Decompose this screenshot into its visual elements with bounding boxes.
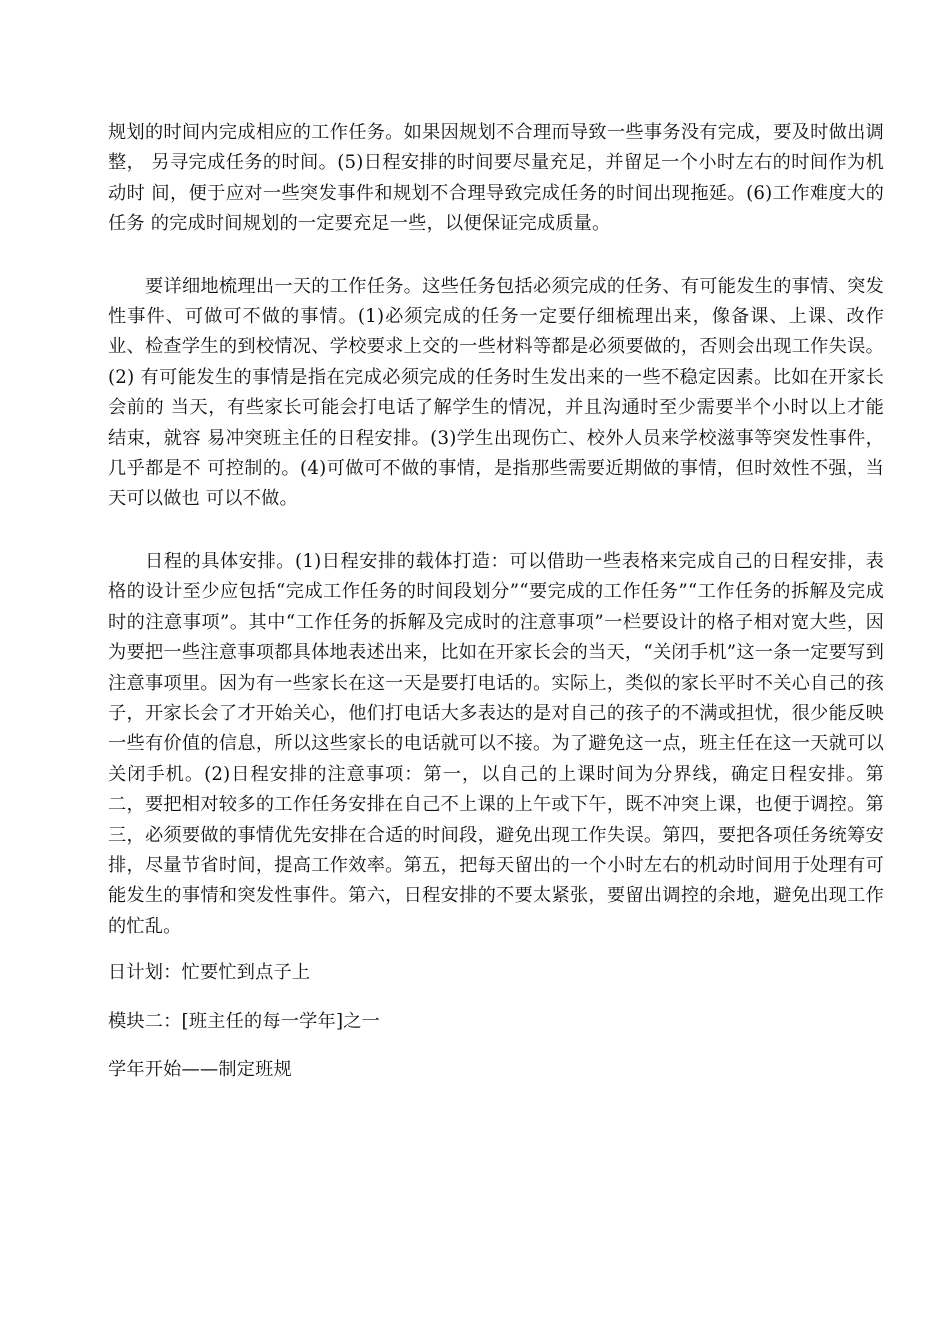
- paragraph-daily-tasks: 要详细地梳理出一天的工作任务。这些任务包括必须完成的任务、有可能发生的事情、突发性事件、可做可不做的事情。(1)必须完成的任务一定要仔细梳理出来，像备课、上课、改作业、检查学生的到校情况、学校要求上交的一些材料等都是必须要做的，否则会出现工作失误。(2) 有可能发生的事情是指在完成必须完成的任务时生发出来的一些不稳定因素。比如在开家长会前的 当天，有些家长可能会打电话了解学生的情况，并且沟通时至少需要半个小时以上才能结束，就容 易冲突班主任的日程安排。(3)学生出现伤亡、校外人员来学校滋事等突发性事件，几乎都是不 可控制的。(4)可做可不做的事情，是指那些需要近期做的事情，但时效性不强，当天可以做也 可以不做。: [108, 275, 884, 510]
- section-heading-class-rules: 学年开始——制定班规: [108, 1058, 292, 1080]
- paragraph-schedule-arrangement: 日程的具体安排。(1)日程安排的载体打造：可以借助一些表格来完成自己的日程安排，表格的设计至少应包括“完成工作任务的时间段划分”“要完成的工作任务”“工作任务的拆解及完成时的注意事项”。其中“工作任务的拆解及完成时的注意事项”一栏要设计的格子相对宽大些，因为要把一些注意事项都具体地表述出来，比如在开家长会的当天，“关闭手机”这一条一定要写到注意事项里。因为有一些家长在这一天是要打电话的。实际上，类似的家长平时不关心自己的孩子，开家长会了才开始关心，他们打电话大多表达的是对自己的孩子的不满或担忧，很少能反映一些有价值的信息，所以这些家长的电话就可以不接。为了避免这一点，班主任在这一天就可以关闭手机。(2)日程安排的注意事项：第一，以自己的上课时间为分界线，确定日程安排。第二，要把相对较多的工作任务安排在自己不上课的上午或下午，既不冲突上课，也便于调控。第三，必须要做的事情优先安排在合适的时间段，避免出现工作失误。第四，要把各项任务统筹安排，尽量节省时间，提高工作效率。第五，把每天留出的一个小时左右的机动时间用于处理有可能发生的事情和突发性事件。第六，日程安排的不要太紧张，要留出调控的余地，避免出现工作的忙乱。: [108, 550, 884, 937]
- paragraph-continued: 规划的时间内完成相应的工作任务。如果因规划不合理而导致一些事务没有完成，要及时做出调整， 另寻完成任务的时间。(5)日程安排的时间要尽量充足，并留足一个小时左右的时间作为机动时 间，便于应对一些突发事件和规划不合理导致完成任务的时间出现拖延。(6)工作难度大的任务 的完成时间规划的一定要充足一些，以便保证完成质量。: [108, 122, 884, 235]
- section-heading-module-two: 模块二：[班主任的每一学年]之一: [108, 1010, 381, 1032]
- document-page: [108, 118, 884, 1085]
- section-heading-daily-plan: 日计划：忙要忙到点子上: [108, 962, 311, 984]
